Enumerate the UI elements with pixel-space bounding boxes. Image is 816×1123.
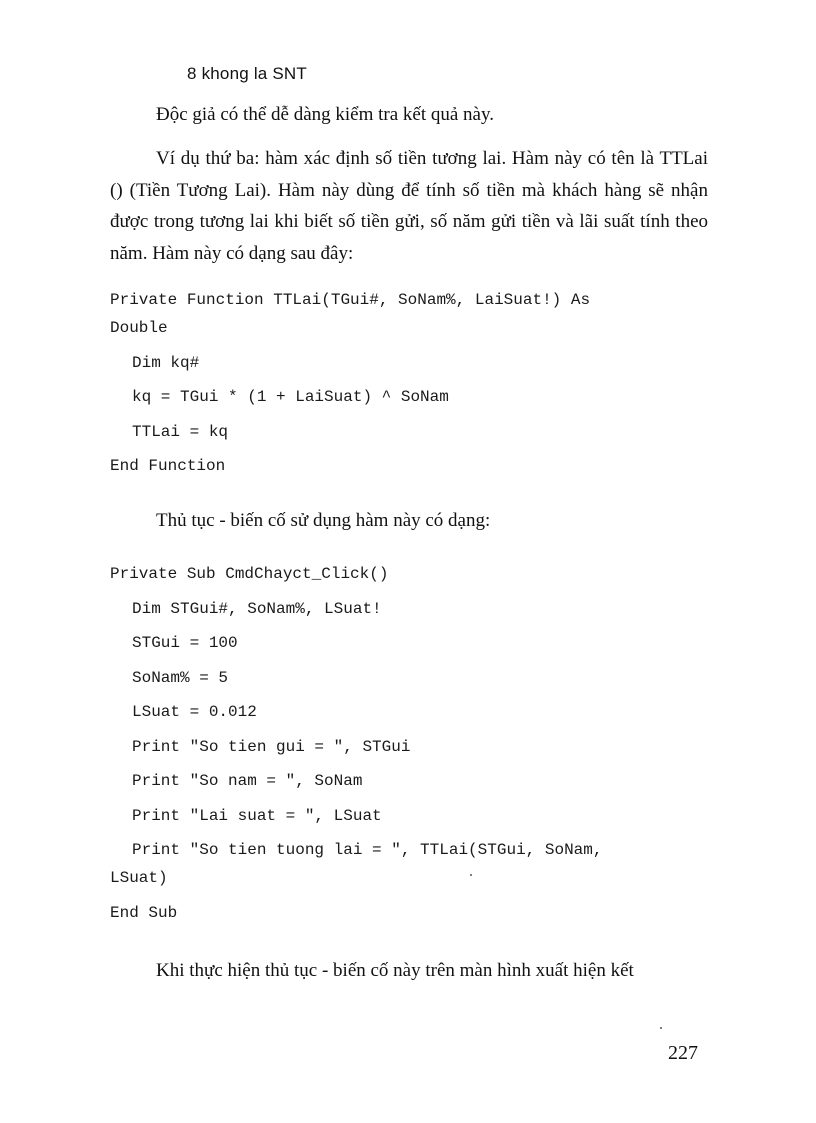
code-block-sub xyxy=(110,563,710,936)
paragraph-text: Độc giả có thể dễ dàng kiểm tra kết quả này. xyxy=(156,104,495,125)
code-line: kq = TGui * (1 + LaiSuat) ^ SoNam xyxy=(132,388,449,406)
scan-speck xyxy=(470,874,472,876)
paragraph-procedure-intro xyxy=(110,505,708,537)
program-output-line: 8 khong la SNT xyxy=(187,64,307,83)
code-line: Dim STGui#, SoNam%, LSuat! xyxy=(132,599,382,618)
scan-speck xyxy=(660,1027,662,1029)
code-line: LSuat) xyxy=(110,869,168,887)
code-line: Dim kq# xyxy=(132,353,200,372)
paragraph-example-three xyxy=(110,143,708,269)
code-line: TTLai = kq xyxy=(132,422,229,441)
code-line: STGui = 100 xyxy=(132,634,238,652)
page-number: 227 xyxy=(668,1042,698,1064)
code-line: SoNam% = 5 xyxy=(132,668,229,687)
code-line: Double xyxy=(110,319,168,337)
paragraph-run-result xyxy=(110,955,708,987)
code-line: LSuat = 0.012 xyxy=(132,703,257,721)
paragraph-text: Thủ tục - biến cố sử dụng hàm này có dạng: xyxy=(156,510,491,531)
paragraph-check-result xyxy=(110,99,708,131)
code-line: Private Function TTLai(TGui#, SoNam%, LaiSuat!) As xyxy=(110,291,591,309)
code-line: Private Sub CmdChayct_Click() xyxy=(110,565,389,583)
paragraph-text: Khi thực hiện thủ tục - biến cố này trên màn hình xuất hiện kết xyxy=(156,960,634,981)
code-line: Print "So tien tuong lai = ", TTLai(STGui, SoNam, xyxy=(132,841,603,859)
code-line: End Function xyxy=(110,457,226,475)
code-line: Print "So nam = ", SoNam xyxy=(132,772,363,790)
paragraph-text: Ví dụ thứ ba: hàm xác định số tiền tương lai. Hàm này có tên là TTLai () (Tiền Tương Lai). Hàm này dùng để tính số tiền mà khách hàng sẽ nhận được trong tương lai khi biết số tiền gửi, số năm gửi tiền và lãi suất tính theo năm. Hàm này có dạng sau đây: xyxy=(110,148,708,264)
code-line: End Sub xyxy=(110,903,178,922)
code-block-function xyxy=(110,289,710,490)
code-line: Print "Lai suat = ", LSuat xyxy=(132,806,382,825)
code-line: Print "So tien gui = ", STGui xyxy=(132,737,411,756)
